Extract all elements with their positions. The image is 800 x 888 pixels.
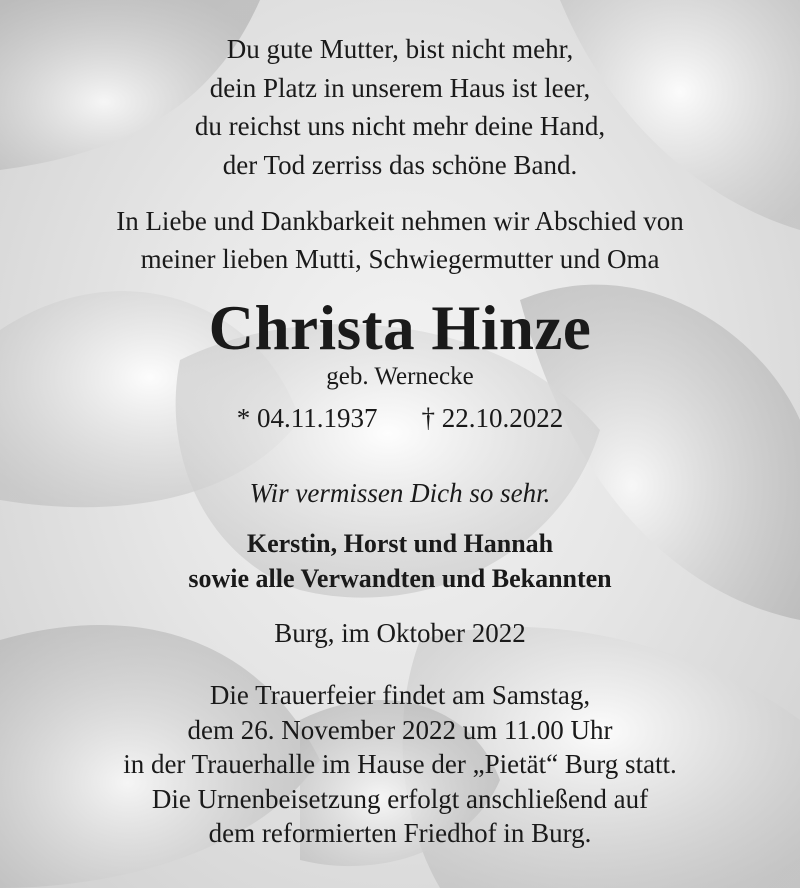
place-date: Burg, im Oktober 2022 bbox=[274, 618, 526, 648]
funeral-line: dem reformierten Friedhof in Burg. bbox=[208, 818, 592, 848]
mourners-line: sowie alle Verwandten und Bekannten bbox=[188, 564, 612, 593]
maiden-name: geb. Wernecke bbox=[326, 363, 474, 390]
birth-date: * 04.11.1937 bbox=[236, 403, 378, 433]
funeral-line: dem 26. November 2022 um 11.00 Uhr bbox=[187, 714, 613, 745]
memorial-quote: Wir vermissen Dich so sehr. bbox=[249, 478, 551, 508]
poem-line: Du gute Mutter, bist nicht mehr, bbox=[226, 34, 574, 64]
intro-line: In Liebe und Dankbarkeit nehmen wir Abschied von bbox=[116, 206, 684, 236]
mourners bbox=[0, 526, 800, 596]
poem-line: der Tod zerriss das schöne Band. bbox=[222, 149, 578, 180]
poem bbox=[0, 30, 800, 184]
poem-line: du reichst uns nicht mehr deine Hand, bbox=[194, 111, 606, 141]
funeral-line: Die Trauerfeier findet am Samstag, bbox=[209, 680, 591, 710]
funeral-line: Die Urnenbeisetzung erfolgt anschließend auf bbox=[151, 783, 649, 814]
funeral-details bbox=[0, 678, 800, 851]
deceased-name: Christa Hinze bbox=[208, 293, 592, 363]
death-date: † 22.10.2022 bbox=[421, 403, 564, 433]
mourners-line: Kerstin, Horst und Hannah bbox=[246, 529, 554, 558]
intro-line: meiner lieben Mutti, Schwiegermutter und Oma bbox=[140, 244, 660, 274]
poem-line: dein Platz in unserem Haus ist leer, bbox=[209, 72, 591, 103]
life-dates bbox=[0, 400, 800, 436]
funeral-line: in der Trauerhalle im Hause der „Pietät“ Burg statt. bbox=[123, 749, 677, 779]
farewell-intro bbox=[0, 202, 800, 278]
